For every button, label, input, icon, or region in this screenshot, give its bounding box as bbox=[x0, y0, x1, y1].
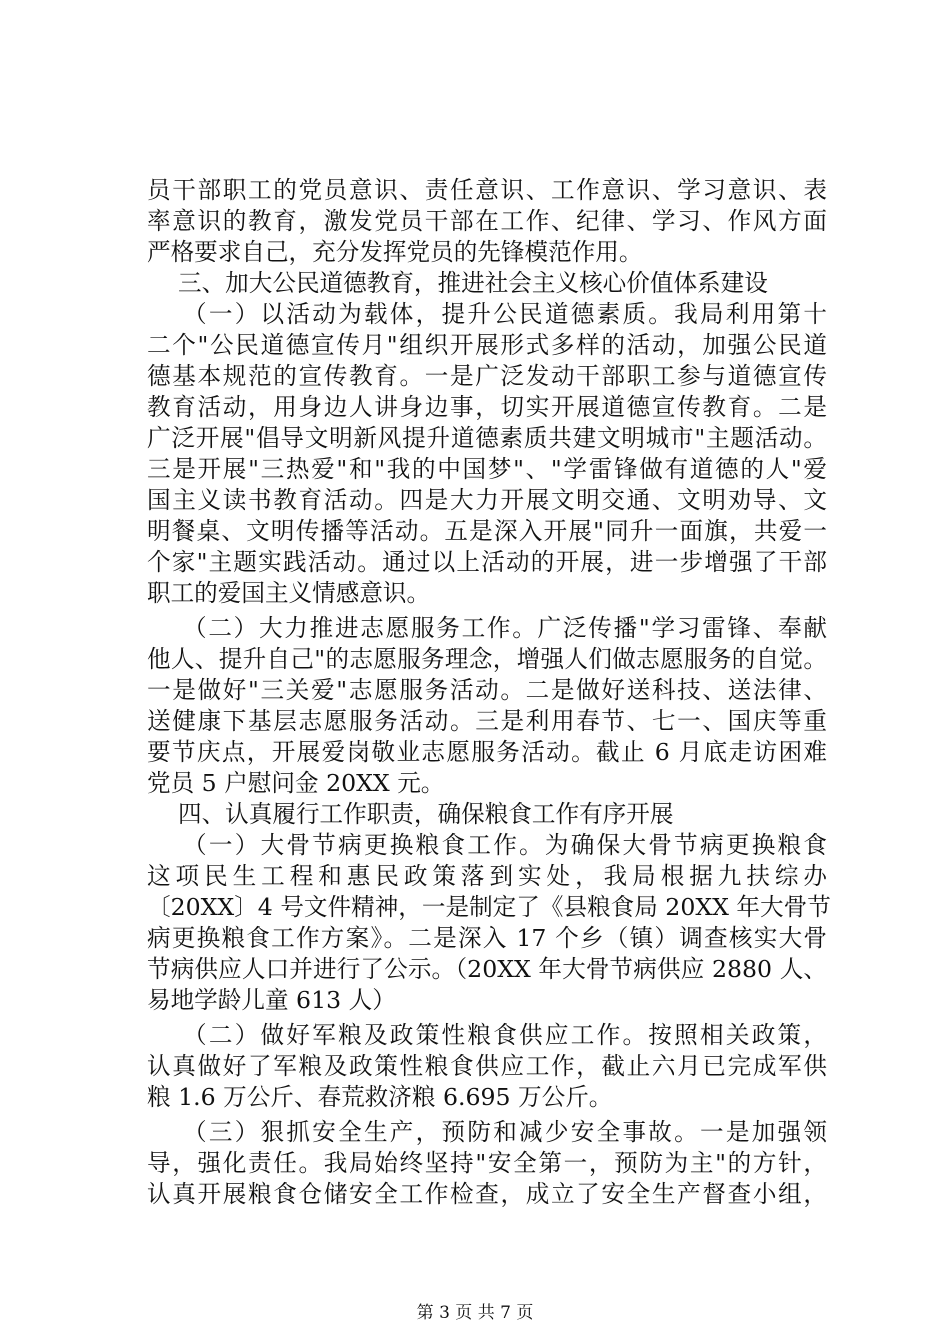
text-line: 易地学龄儿童 613 人） bbox=[147, 986, 396, 1014]
text-line: 节病供应人口并进行了公示。（20XX 年大骨节病供应 2880 人、 bbox=[147, 955, 827, 983]
document-body bbox=[147, 175, 831, 1210]
text-line: 三是开展"三热爱"和"我的中国梦"、"学雷锋做有道德的人"爱 bbox=[147, 455, 827, 483]
text-line: 明餐桌、文明传播等活动。五是深入开展"同升一面旗，共爱一 bbox=[147, 517, 827, 545]
text-line: 个家"主题实践活动。通过以上活动的开展，进一步增强了干部 bbox=[147, 548, 827, 576]
text-line: 党员 5 户慰问金 20XX 元。 bbox=[147, 769, 445, 797]
text-line: 病更换粮食工作方案》。二是深入 17 个乡（镇）调查核实大骨 bbox=[147, 924, 827, 952]
text-line: 要节庆点，开展爱岗敬业志愿服务活动。截止 6 月底走访困难 bbox=[147, 738, 827, 766]
text-line: 〔20XX〕4 号文件精神，一是制定了《县粮食局 20XX 年大骨节 bbox=[147, 893, 831, 921]
page-number-footer: 第 3 页 共 7 页 bbox=[416, 1303, 534, 1323]
paragraph-4-2 bbox=[147, 1020, 827, 1113]
text-line: 严格要求自己，充分发挥党员的先锋模范作用。 bbox=[147, 238, 643, 266]
paragraph-4-1 bbox=[147, 830, 831, 1016]
text-line: （一）大骨节病更换粮食工作。为确保大骨节病更换粮食 bbox=[183, 831, 827, 859]
text-line: 德基本规范的宣传教育。一是广泛发动干部职工参与道德宣传 bbox=[147, 362, 827, 390]
text-line: 粮 1.6 万公斤、春荒救济粮 6.695 万公斤。 bbox=[147, 1083, 613, 1111]
text-line: 广泛开展"倡导文明新风提升道德素质共建文明城市"主题活动。 bbox=[147, 424, 827, 452]
text-line: 率意识的教育，激发党员干部在工作、纪律、学习、作风方面 bbox=[147, 207, 827, 235]
text-line: （三）狠抓安全生产，预防和减少安全事故。一是加强领 bbox=[183, 1118, 827, 1146]
paragraph-continuation bbox=[147, 175, 827, 268]
text-line: 职工的爱国主义情感意识。 bbox=[147, 579, 431, 607]
text-line: 这项民生工程和惠民政策落到实处，我局根据九扶综办 bbox=[147, 862, 827, 890]
text-line: 二个"公民道德宣传月"组织开展形式多样的活动，加强公民道 bbox=[147, 331, 827, 359]
text-line: 导，强化责任。我局始终坚持"安全第一，预防为主"的方针， bbox=[147, 1149, 827, 1177]
paragraph-3-2 bbox=[147, 613, 827, 799]
text-line: 送健康下基层志愿服务活动。三是利用春节、七一、国庆等重 bbox=[147, 707, 827, 735]
paragraph-3-1 bbox=[147, 299, 827, 609]
text-line: （一）以活动为载体，提升公民道德素质。我局利用第十 bbox=[183, 300, 827, 328]
text-line: （二）做好军粮及政策性粮食供应工作。按照相关政策， bbox=[183, 1021, 827, 1049]
paragraph-4-3 bbox=[147, 1117, 827, 1210]
text-line: 一是做好"三关爱"志愿服务活动。二是做好送科技、送法律、 bbox=[147, 676, 827, 704]
section-heading-4: 四、认真履行工作职责，确保粮食工作有序开展 bbox=[178, 800, 674, 828]
text-line: 认真开展粮食仓储安全工作检查，成立了安全生产督查小组， bbox=[147, 1180, 827, 1208]
text-line: 他人、提升自己"的志愿服务理念，增强人们做志愿服务的自觉。 bbox=[147, 645, 827, 673]
text-line: 国主义读书教育活动。四是大力开展文明交通、文明劝导、文 bbox=[147, 486, 827, 514]
text-line: （二）大力推进志愿服务工作。广泛传播"学习雷锋、奉献 bbox=[183, 614, 827, 642]
text-line: 教育活动，用身边人讲身边事，切实开展道德宣传教育。二是 bbox=[147, 393, 827, 421]
text-line: 认真做好了军粮及政策性粮食供应工作，截止六月已完成军供 bbox=[147, 1052, 827, 1080]
text-line: 员干部职工的党员意识、责任意识、工作意识、学习意识、表 bbox=[147, 176, 827, 204]
section-heading-3: 三、加大公民道德教育，推进社会主义核心价值体系建设 bbox=[178, 269, 768, 297]
